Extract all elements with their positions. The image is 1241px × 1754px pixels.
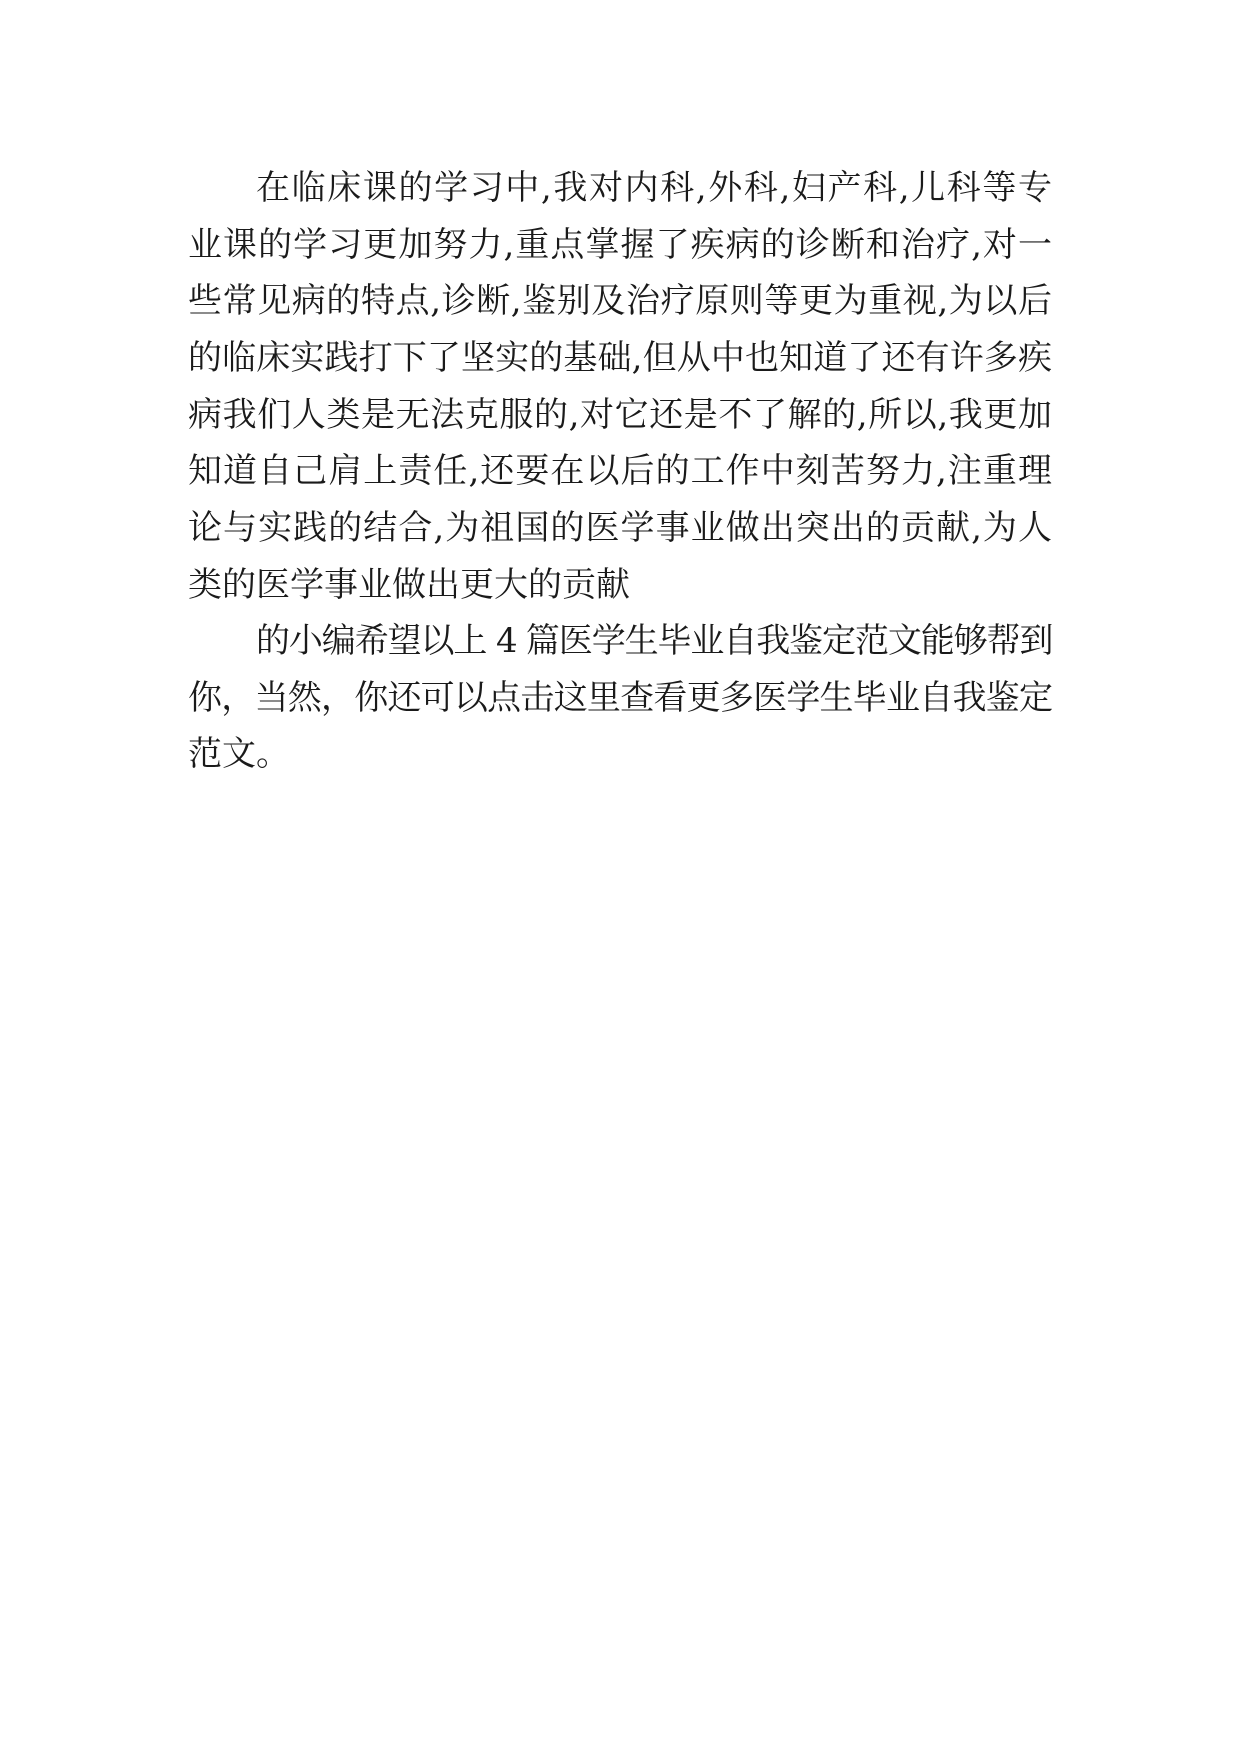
paragraph-line: 在临床课的学习中,我对内科,外科,妇产科,儿科等专 bbox=[256, 168, 1052, 208]
paragraph-line: 论与实践的结合,为祖国的医学事业做出突出的贡献,为人 bbox=[188, 508, 1052, 548]
paragraph-line: 你，当然，你还可以点击这里查看更多医学生毕业自我鉴定 bbox=[188, 678, 1052, 718]
paragraph-line: 些常见病的特点,诊断,鉴别及治疗原则等更为重视,为以后 bbox=[188, 281, 1052, 321]
paragraph-line: 的小编希望以上 4 篇医学生毕业自我鉴定范文能够帮到 bbox=[256, 621, 1052, 661]
paragraph-line: 范文。 bbox=[188, 734, 290, 774]
paragraph-line: 类的医学事业做出更大的贡献 bbox=[188, 565, 630, 605]
paragraph-line: 的临床实践打下了坚实的基础,但从中也知道了还有许多疾 bbox=[188, 338, 1052, 378]
paragraph-line: 知道自己肩上责任,还要在以后的工作中刻苦努力,注重理 bbox=[188, 451, 1052, 491]
paragraph-line: 病我们人类是无法克服的,对它还是不了解的,所以,我更加 bbox=[188, 395, 1052, 435]
paragraph-line: 业课的学习更加努力,重点掌握了疾病的诊断和治疗,对一 bbox=[188, 225, 1052, 265]
